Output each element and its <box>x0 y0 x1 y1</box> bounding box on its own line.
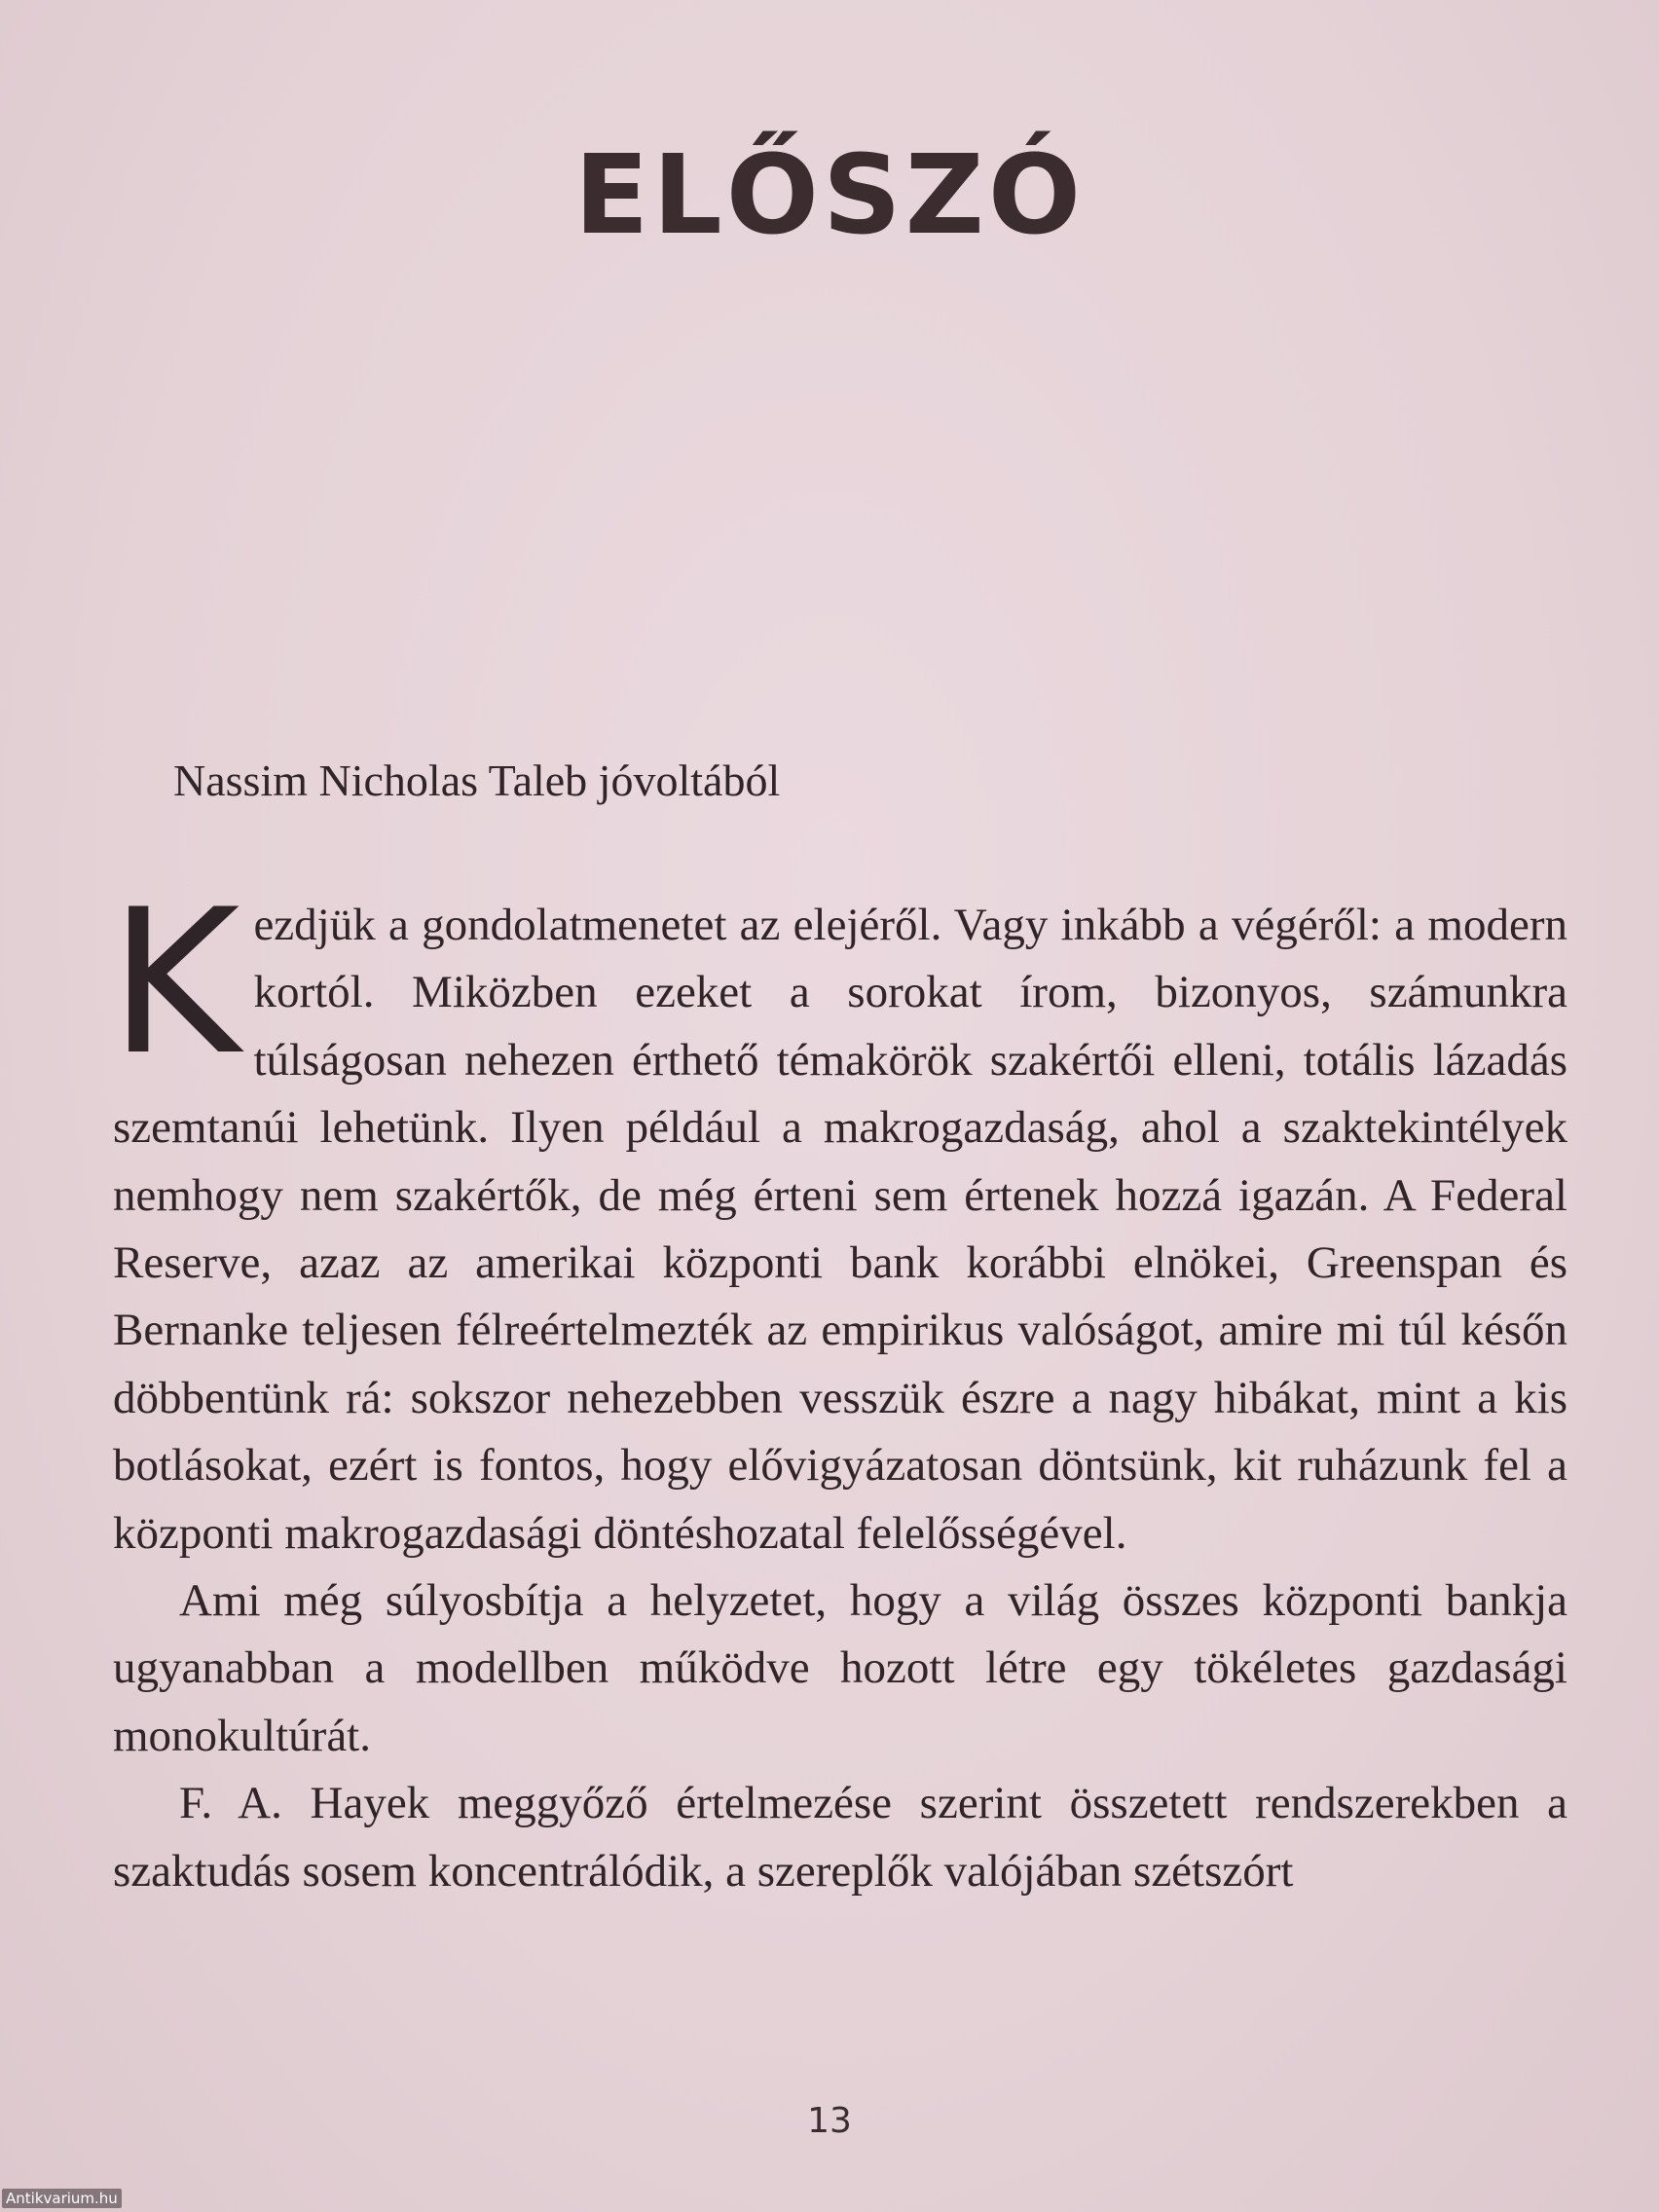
drop-cap: K <box>109 867 240 1099</box>
paragraph-3: F. A. Hayek meggyőző értelmezése szerint összetett rendszerekben a szaktudás sosem koncentrálódik, a szereplők valójában szétszórt <box>113 1778 1567 1897</box>
page-number: 13 <box>807 2101 852 2141</box>
paragraph-2: Ami még súlyosbítja a helyzetet, hogy a világ összes központi bankja ugyanabban a modellben működve hozott létre egy tökéletes gazdasági monokultúrát. <box>113 1575 1567 1761</box>
chapter-body <box>109 867 1567 1905</box>
watermark: Antikvarium.hu <box>2 2189 122 2208</box>
paragraph-1 <box>109 867 1567 1567</box>
chapter-byline: Nassim Nicholas Taleb jóvoltából <box>173 756 781 805</box>
paragraph-1-text: ezdjük a gondolatmenetet az elejéről. Vagy inkább a végéről: a modern kortól. Miközben ezeket a sorokat írom, bizonyos, számunkra túlságosan nehezen érthető témakörök szakértői elleni, totális lázadás szemtanúi lehetünk. Ilyen például a makrogazdaság, ahol a szaktekintélyek nemhogy nem szakértők, de még érteni sem értenek hozzá igazán. A Federal Reserve, azaz az amerikai központi bank korábbi elnökei, Greenspan és Bernanke teljesen félreértelmezték az empirikus valóságot, amire mi túl későn döbbentünk rá: sokszor nehezebben vesszük észre a nagy hibákat, mint a kis botlásokat, ezért is fontos, hogy elővigyázatosan döntsünk, kit ruházunk fel a központi makrogazdasági döntéshozatal felelősségével. <box>113 900 1567 1559</box>
chapter-title: ELŐSZÓ <box>573 132 1086 259</box>
